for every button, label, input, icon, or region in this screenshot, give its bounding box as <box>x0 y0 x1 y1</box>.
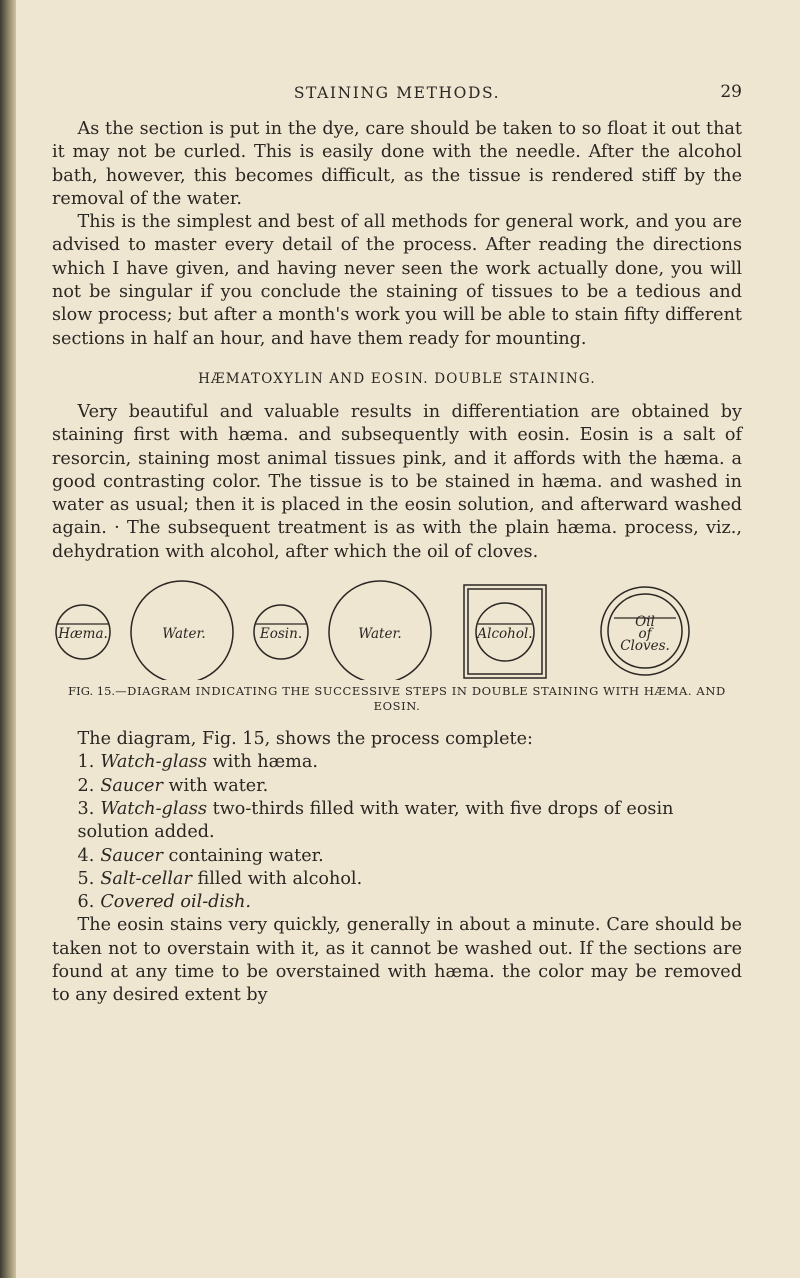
paragraph-double-staining: Very beautiful and valuable results in differentiation are obtained by staining first with hæma. and subsequently with eosin. Eosin is a salt of resorcin, staining most animal tissues pink, and it affords with the hæma. a good contrasting color. The tissue is to be stained in hæma. and washed in water as usual; then it is placed in the eosin solution, and afterward washed again. · The subsequent treatment is as with the plain hæma. process, viz., dehydration with alcohol, after which the oil of cloves. <box>52 401 742 562</box>
list-item: 2. Saucer with water. <box>77 775 269 796</box>
paragraph-diagram-intro: The diagram, Fig. 15, shows the process complete: <box>77 729 533 750</box>
label-oil: Oil <box>635 614 655 631</box>
figure-number: FIG. 15. <box>68 684 116 699</box>
label-cloves: Cloves. <box>620 638 670 655</box>
figure-caption <box>52 684 742 714</box>
paragraph-simplest-method: This is the simplest and best of all methods for general work, and you are advised to master every detail of the process. After reading the directions which I have given, and having never seen the work actually done, you will not be singular if you conclude the staining of tissues to be a tedious and slow process; but after a month's work you will be able to stain fifty different sections in half an hour, and have them ready for mounting. <box>52 212 742 349</box>
label-water-1: Water. <box>162 626 206 643</box>
paragraph-closing: The eosin stains very quickly, generally in about a minute. Care should be taken not to overstain with it, as it cannot be washed out. If the sections are found at any time to be overstained with hæma. the color may be removed to any desired extent by <box>52 915 742 1006</box>
book-page <box>52 82 742 1008</box>
steps-list <box>52 751 742 914</box>
label-of: of <box>638 626 652 643</box>
running-head: STAINING METHODS. <box>293 84 501 102</box>
label-alcohol: Alcohol. <box>477 626 533 643</box>
section-title: HÆMATOXYLIN AND EOSIN. DOUBLE STAINING. <box>198 370 596 387</box>
figure-15-diagram <box>52 576 742 680</box>
list-item: 6. Covered oil-dish. <box>77 892 252 913</box>
list-item: 3. Watch-glass two-thirds filled with water, with five drops of eosin solution added. <box>77 798 674 843</box>
list-item: 4. Saucer containing water. <box>77 845 324 866</box>
staining-steps-diagram <box>52 576 742 680</box>
label-haema: Hæma. <box>58 626 108 643</box>
page-number: 29 <box>720 82 742 102</box>
figure-caption-text: —DIAGRAM INDICATING THE SUCCESSIVE STEPS IN DOUBLE STAINING WITH HÆMA. AND EOSIN. <box>115 684 726 714</box>
page-header <box>52 82 742 118</box>
paragraph-float-section: As the section is put in the dye, care should be taken to so float it out that it may not be curled. This is easily done with the needle. After the alcohol bath, however, this becomes difficult, as the tissue is rendered stiff by the removal of the water. <box>52 119 742 209</box>
list-item: 1. Watch-glass with hæma. <box>77 752 318 773</box>
book-binding-edge <box>0 0 16 1278</box>
label-eosin: Eosin. <box>259 626 303 643</box>
list-item: 5. Salt-cellar filled with alcohol. <box>77 868 363 889</box>
label-water-2: Water. <box>358 626 402 643</box>
